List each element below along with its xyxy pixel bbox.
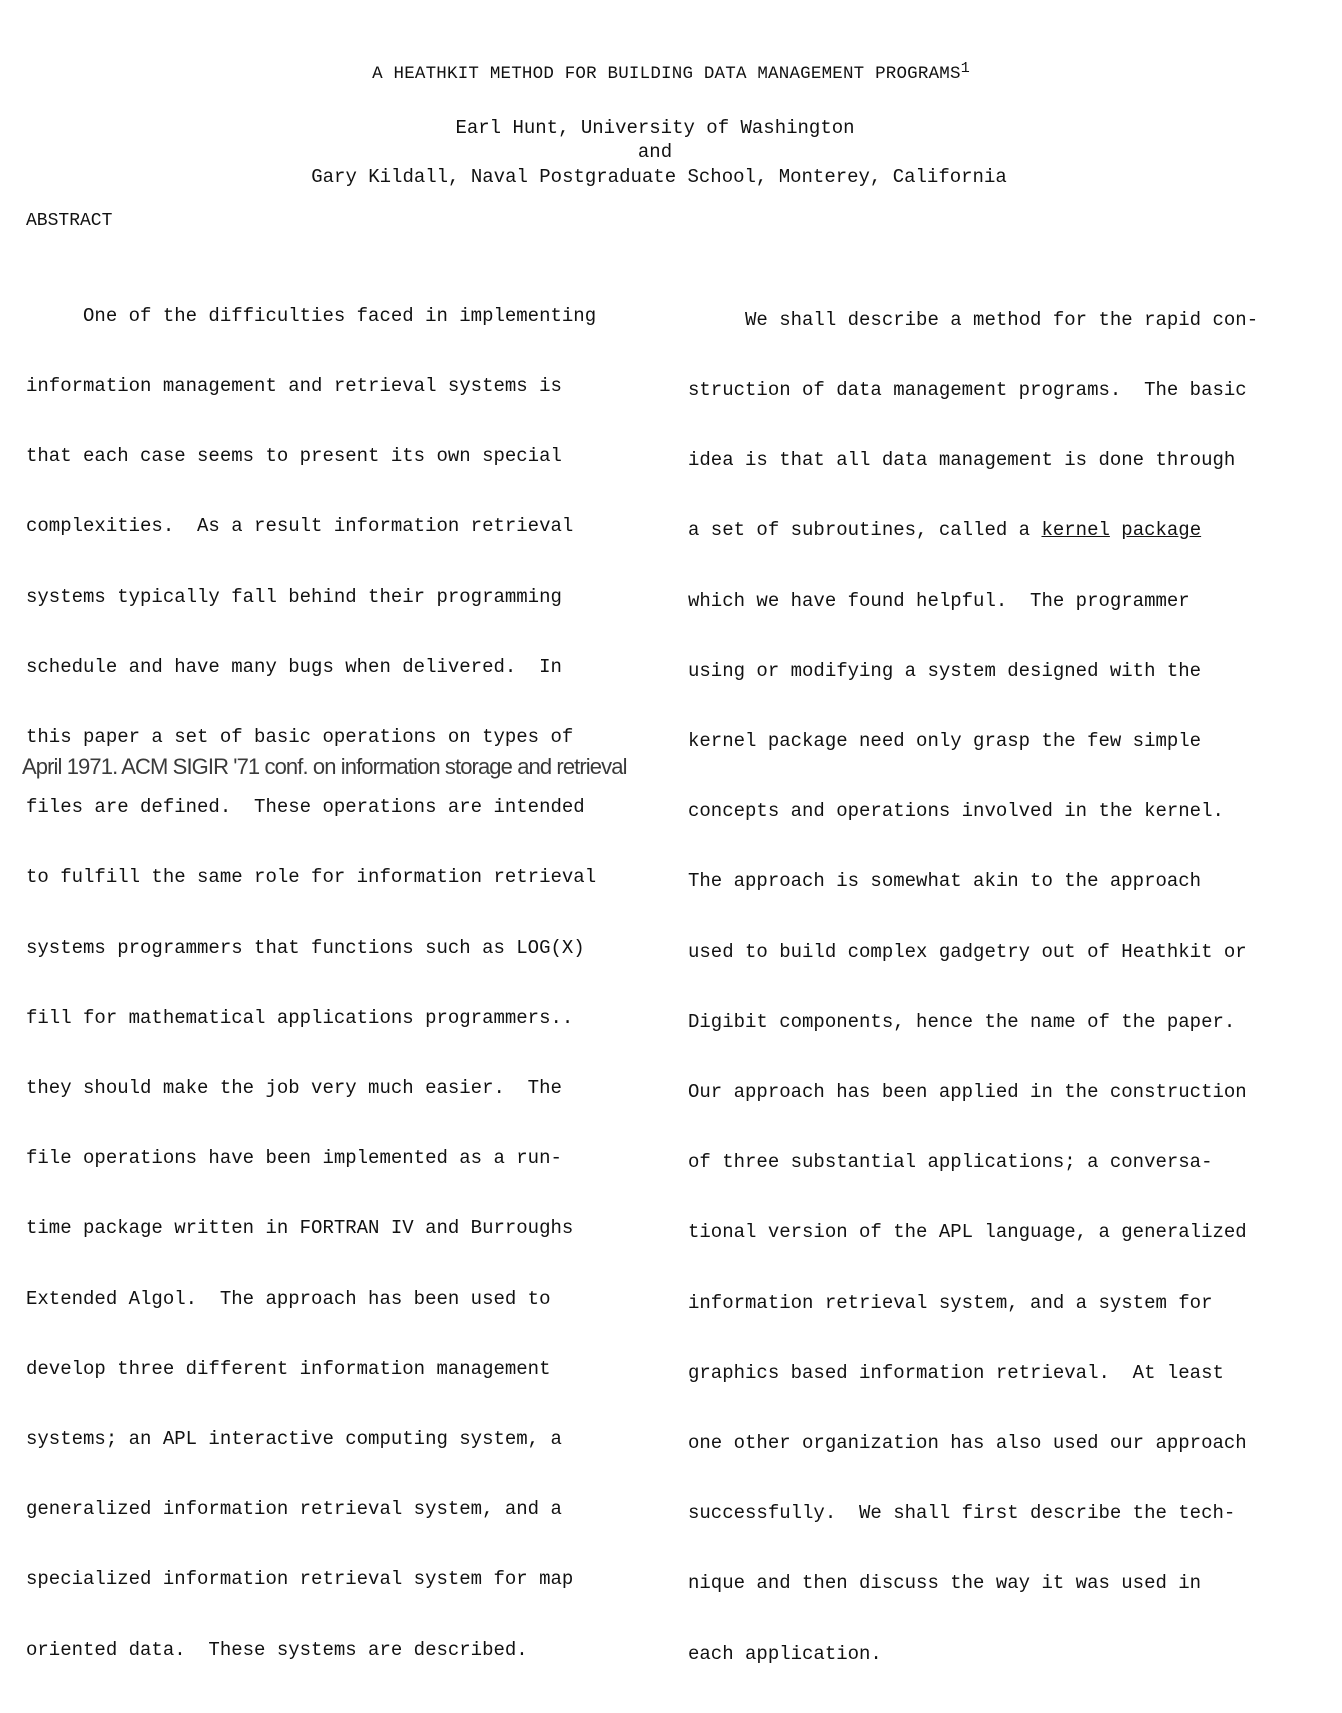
intro-line: successfully. We shall first describe the tech- — [688, 1502, 1236, 1525]
intro-line: each application. — [688, 1642, 882, 1665]
intro-line: one other organization has also used our approach — [688, 1432, 1247, 1455]
abstract-heading: ABSTRACT — [26, 211, 113, 231]
intro-line: using or modifying a system designed with the — [688, 659, 1202, 682]
abstract-line: schedule and have many bugs when delivered. In — [26, 655, 562, 678]
source-caption: April 1971. ACM SIGIR '71 conf. on information storage and retrieval — [22, 754, 627, 779]
abstract-line: fill for mathematical applications programmers.. — [26, 1006, 574, 1029]
kernel-term: kernel — [1041, 519, 1110, 542]
intro-line: graphics based information retrieval. At least — [688, 1361, 1224, 1384]
intro-line: Our approach has been applied in the construction — [688, 1081, 1247, 1104]
abstract-left-column — [26, 258, 596, 1709]
intro-line-kernel-package — [688, 519, 1258, 542]
intro-line: nique and then discuss the way it was used in — [688, 1572, 1202, 1595]
intro-line: Digibit components, hence the name of the paper. — [688, 1010, 1236, 1033]
abstract-line: One of the difficulties faced in implementing — [26, 304, 597, 327]
title-footnote-marker: 1 — [960, 60, 970, 77]
abstract-line: generalized information retrieval system, and a — [26, 1498, 562, 1521]
abstract-line: systems programmers that functions such as LOG(X) — [26, 936, 585, 959]
abstract-line: systems typically fall behind their programming — [26, 585, 562, 608]
abstract-line: files are defined. These operations are intended — [26, 796, 585, 819]
abstract-line: time package written in FORTRAN IV and Burroughs — [26, 1217, 574, 1240]
intro-line: information retrieval system, and a system for — [688, 1291, 1213, 1314]
abstract-line: complexities. As a result information retrieval — [26, 515, 574, 538]
abstract-line: oriented data. These systems are described. — [26, 1638, 528, 1661]
author-2: Gary Kildall, Naval Postgraduate School, Monterey, California — [311, 166, 1007, 188]
paper-title — [0, 60, 1342, 84]
paper-title-text: A HEATHKIT METHOD FOR BUILDING DATA MANAGEMENT PROGRAMS — [372, 64, 961, 84]
intro-line-prefix: a set of subroutines, called a — [688, 519, 1042, 542]
intro-right-column — [688, 262, 1258, 1713]
abstract-line: systems; an APL interactive computing system, a — [26, 1428, 562, 1451]
abstract-line: this paper a set of basic operations on types of — [26, 726, 574, 749]
intro-line: We shall describe a method for the rapid con- — [688, 308, 1259, 331]
intro-line: which we have found helpful. The programmer — [688, 589, 1190, 612]
intro-line: struction of data management programs. The basic — [688, 379, 1247, 402]
intro-line: concepts and operations involved in the kernel. — [688, 800, 1224, 823]
abstract-line: file operations have been implemented as a run- — [26, 1147, 562, 1170]
intro-line: used to build complex gadgetry out of Heathkit or — [688, 940, 1247, 963]
intro-line: kernel package need only grasp the few simple — [688, 730, 1202, 753]
package-term: package — [1121, 519, 1202, 542]
abstract-line: that each case seems to present its own special — [26, 445, 562, 468]
author-1: Earl Hunt, University of Washington — [455, 117, 855, 139]
abstract-line: information management and retrieval systems is — [26, 375, 562, 398]
term-space — [1110, 519, 1121, 541]
abstract-line: to fulfill the same role for information retrieval — [26, 866, 597, 889]
abstract-line: specialized information retrieval system for map — [26, 1568, 574, 1591]
intro-line: idea is that all data management is done through — [688, 449, 1236, 472]
intro-line: The approach is somewhat akin to the approach — [688, 870, 1202, 893]
author-conjunction: and — [637, 141, 673, 163]
intro-line: tional version of the APL language, a generalized — [688, 1221, 1247, 1244]
intro-line: of three substantial applications; a conversa- — [688, 1151, 1213, 1174]
abstract-line: they should make the job very much easier. The — [26, 1077, 562, 1100]
abstract-line: Extended Algol. The approach has been used to — [26, 1287, 551, 1310]
abstract-line: develop three different information management — [26, 1357, 551, 1380]
